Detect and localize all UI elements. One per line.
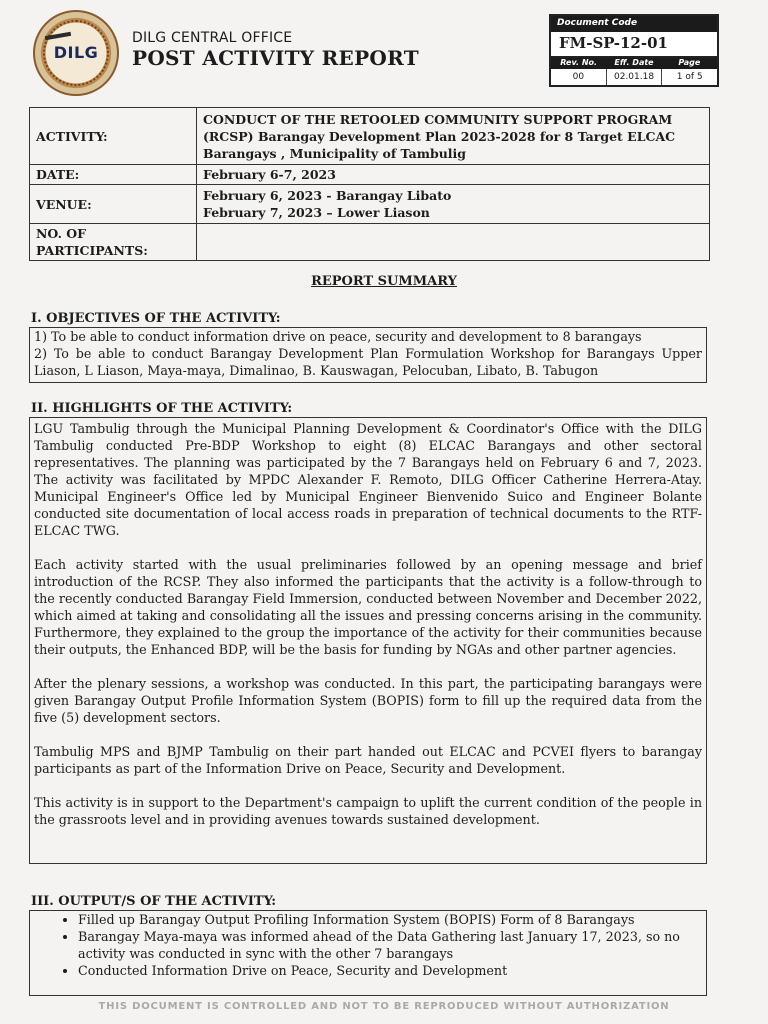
objectives-heading: I. OBJECTIVES OF THE ACTIVITY: — [31, 311, 281, 326]
office-name: DILG CENTRAL OFFICE — [132, 30, 293, 46]
highlight-paragraph: Tambulig MPS and BJMP Tambulig on their part handed out ELCAC and PCVEI flyers to barangay participants as part of the Information Drive on Peace, Security and Development. — [34, 744, 702, 776]
objective-item: 2) To be able to conduct Barangay Development Plan Formulation Workshop for Barangays Upper Liason, L Liason, Maya-maya, Dimalinao, B. Kauswagan, Pelocuban, Libato, B. Tabugon — [34, 346, 702, 378]
activity-value: CONDUCT OF THE RETOOLED COMMUNITY SUPPORT PROGRAM (RCSP) Barangay Development Plan 2023-2028 for 8 Target ELCAC Barangays , Municipality of Tambulig — [197, 108, 710, 165]
highlight-paragraph: After the plenary sessions, a workshop was conducted. In this part, the participating barangays were given Barangay Output Profile Information System (BOPIS) form to fill up the required data from the five (5) development sectors. — [34, 676, 702, 725]
page-label: Page — [678, 58, 701, 67]
document-code-box — [549, 14, 719, 87]
highlight-paragraph: Each activity started with the usual preliminaries followed by an opening message and brief introduction of the RCSP. They also informed the participants that the activity is a follow-through to the recently conducted Barangay Field Immersion, conducted between November and December 2022, which aimed at taking and consolidating all the issues and pressing concerns arising in the community. Furthermore, they explained to the group the importance of the activity for their communities because their outputs, the Enhanced BDP, will be the basis for funding by NGAs and other partner agencies. — [34, 557, 702, 657]
report-summary-heading: REPORT SUMMARY — [311, 274, 457, 289]
output-item: • Filled up Barangay Output Profiling Information System (BOPIS) Form of 8 Barangays — [78, 911, 702, 928]
page-value: 1 of 5 — [676, 72, 703, 82]
doc-code-label: Document Code — [551, 16, 717, 32]
activity-row — [30, 108, 710, 165]
venue-line-1: February 6, 2023 - Barangay Libato — [203, 188, 452, 203]
activity-label: ACTIVITY: — [30, 108, 197, 165]
eff-value: 02.01.18 — [607, 69, 663, 85]
objectives-box — [29, 327, 707, 383]
logo-text: DILG — [53, 43, 99, 62]
highlights-box — [29, 417, 707, 864]
venue-label: VENUE: — [30, 185, 197, 224]
participants-value — [197, 224, 710, 261]
outputs-heading: III. OUTPUT/S OF THE ACTIVITY: — [31, 894, 277, 909]
control-notice: THIS DOCUMENT IS CONTROLLED AND NOT TO BE REPRODUCED WITHOUT AUTHORIZATION — [98, 1001, 670, 1012]
date-row — [30, 165, 710, 185]
activity-info-table — [29, 107, 710, 261]
participants-label: NO. OF PARTICIPANTS: — [30, 224, 197, 261]
doc-meta-values — [551, 69, 717, 85]
doc-meta-labels — [551, 58, 717, 69]
highlights-heading: II. HIGHLIGHTS OF THE ACTIVITY: — [31, 401, 293, 416]
dilg-logo — [33, 10, 119, 96]
venue-row — [30, 185, 710, 224]
highlight-paragraph: This activity is in support to the Department's campaign to uplift the current condition of the people in the grassroots level and in providing avenues towards sustained development. — [34, 795, 702, 827]
date-value: February 6-7, 2023 — [197, 165, 710, 185]
doc-code-value: FM-SP-12-01 — [551, 32, 717, 58]
eff-label: Eff. Date — [614, 58, 654, 67]
rev-label: Rev. No. — [560, 58, 598, 67]
objective-item: 1) To be able to conduct information drive on peace, security and development to 8 barangays — [34, 329, 642, 344]
highlight-paragraph: LGU Tambulig through the Municipal Planning Development & Coordinator's Office with the DILG Tambulig conducted Pre-BDP Workshop to eight (8) ELCAC Barangays and other sectoral representatives. The planning was participated by the 7 Barangays held on February 6 and 7, 2023. The activity was facilitated by MPDC Alexander F. Remoto, DILG Officer Catherine Herrera-Atay. Municipal Engineer's Office led by Municipal Engineer Bienvenido Suico and Engineer Bolante conducted site documentation of local access roads in preparation of technical documents to the RTF-ELCAC TWG. — [34, 421, 702, 538]
venue-line-2: February 7, 2023 – Lower Liason — [203, 205, 430, 220]
outputs-box — [29, 910, 707, 996]
rev-value: 00 — [551, 69, 607, 85]
output-item: • Barangay Maya-maya was informed ahead of the Data Gathering last January 17, 2023, so no activity was conducted in sync with the other 7 barangays — [78, 928, 702, 962]
date-label: DATE: — [30, 165, 197, 185]
venue-value — [197, 185, 710, 224]
page-title: POST ACTIVITY REPORT — [132, 46, 419, 70]
output-item: • Conducted Information Drive on Peace, Security and Development — [78, 962, 702, 979]
participants-row — [30, 224, 710, 261]
outputs-list — [34, 911, 702, 979]
